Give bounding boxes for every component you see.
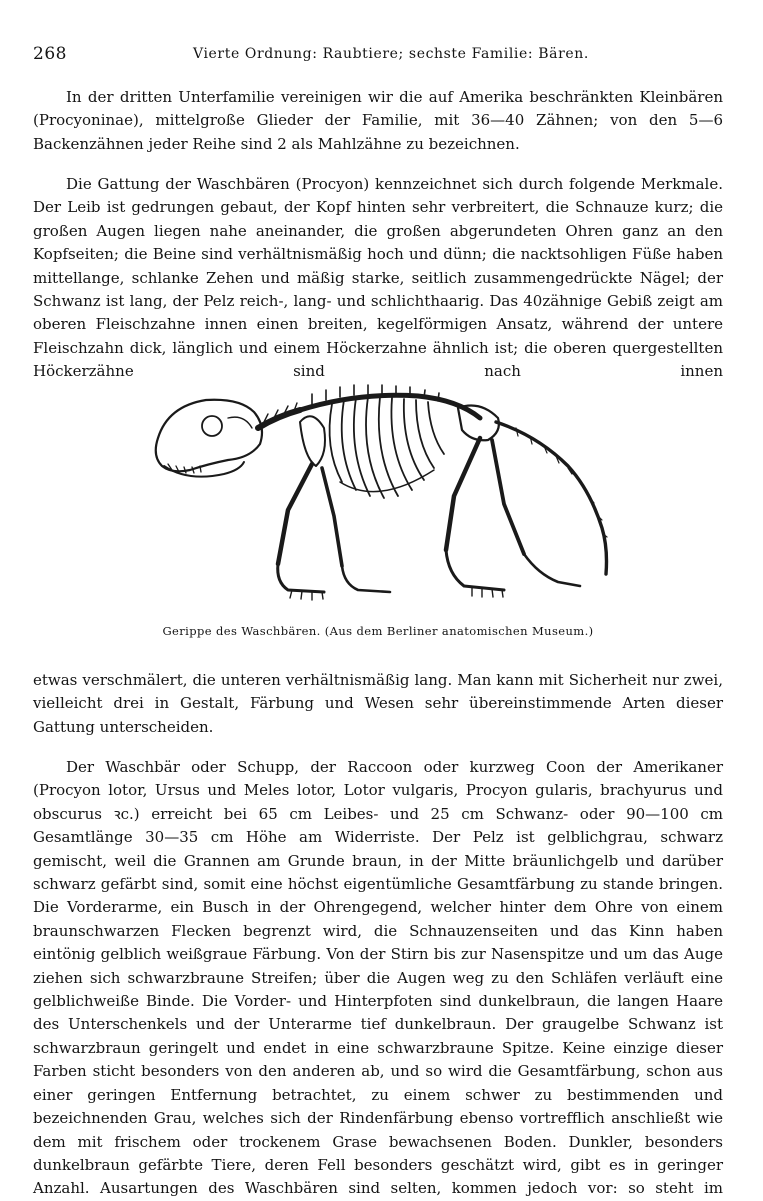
paragraph-gattung-waschbaeren: Die Gattung der Waschbären (Procyon) kennzeichnet sich durch folgende Merkmale. Der Leib ist gedrungen gebaut, der Kopf hinten sehr verbreitert, die Schnauze kurz; die großen Augen liegen nahe aneinander, die großen abgerundeten Ohren ganz an den Kopfseiten; die Beine sind verhältnismäßig hoch und dünn; die nacktsohligen Füße haben mittellange, schlanke Zehen und mäßig starke, seitlich zusammengedrückte Nägel; der Schwanz ist lang, der Pelz reich-, lang- und schlichthaarig. Das 40zähnige Gebiß zeigt am oberen Fleischzahne innen einen breiten, kegelförmigen Ansatz, während der untere Fleischzahn dick, länglich und einem Höckerzahne ähnlich ist; die oberen quergestellten Höckerzähne sind nach innen	[33, 175, 723, 381]
raccoon-skeleton-illustration	[128, 378, 628, 616]
page-number: 268	[33, 44, 67, 64]
paragraph-continuation: etwas verschmälert, die unteren verhältnismäßig lang. Man kann mit Sicherheit nur zwei, vielleicht drei in Gestalt, Färbung und Wesen sehr übereinstimmende Arten dieser Gattung unterscheiden.	[33, 671, 723, 736]
paragraph-kleinbaeren: In der dritten Unterfamilie vereinigen wir die auf Amerika beschränkten Kleinbären (Procyoninae), mittelgroße Glieder der Familie, mit 36—40 Zähnen; von den 5—6 Backenzähnen jeder Reihe sind 2 als Mahlzähne zu bezeichnen.	[33, 88, 723, 153]
running-head: Vierte Ordnung: Raubtiere; sechste Familie: Bären.	[193, 46, 589, 62]
paragraph-waschbaer: Der Waschbär oder Schupp, der Raccoon oder kurzweg Coon der Amerikaner (Procyon lotor, Ursus und Meles lotor, Lotor vulgaris, Procyon gularis, brachyurus und obscurus ꝛc.) erreicht bei 65 cm Leibes- und 25 cm Schwanz- oder 90—100 cm Gesamtlänge 30—35 cm Höhe am Widerriste. Der Pelz ist gelblichgrau, schwarz gemischt, weil die Grannen am Grunde braun, in der Mitte bräunlichgelb und darüber schwarz gefärbt sind, somit eine höchst eigentümliche Gesamtfärbung zu stande bringen. Die Vorderarme, ein Busch in der Ohrengegend, welcher hinter dem Ohre von einem braunschwarzen Flecken begrenzt wird, die Schnauzenseiten und das Kinn haben eintönig gelblich weißgraue Färbung. Von der Stirn bis zur Nasenspitze und um das Auge ziehen sich schwarzbraune Streifen; über die Augen weg zu den Schläfen verläuft eine gelblichweiße Binde. Die Vorder- und Hinterpfoten sind dunkelbraun, die langen Haare des Unterschenkels und der Unterarme tief dunkelbraun. Der graugelbe Schwanz ist schwarzbraun geringelt und endet in eine schwarzbraune Spitze. Keine einzige dieser Farben sticht besonders von den anderen ab, und so wird die Gesamtfärbung, schon aus einer geringen Entfernung betrachtet, zu einem schwer zu bestimmenden und bezeichnenden Grau, welches sich der Rindenfärbung ebenso vortrefflich anschließt wie dem mit frischem oder trockenem Grase bewachsenen Boden. Dunkler, besonders dunkelbraun gefärbte Tiere, deren Fell besonders geschätzt wird, gibt es in geringer Anzahl. Ausartungen des Waschbären sind selten, kommen jedoch vor: so steht im	[33, 758, 723, 1198]
figure-caption: Gerippe des Waschbären. (Aus dem Berliner anatomischen Museum.)	[162, 624, 594, 638]
page-header	[33, 44, 723, 70]
skeleton-figure	[33, 372, 723, 642]
